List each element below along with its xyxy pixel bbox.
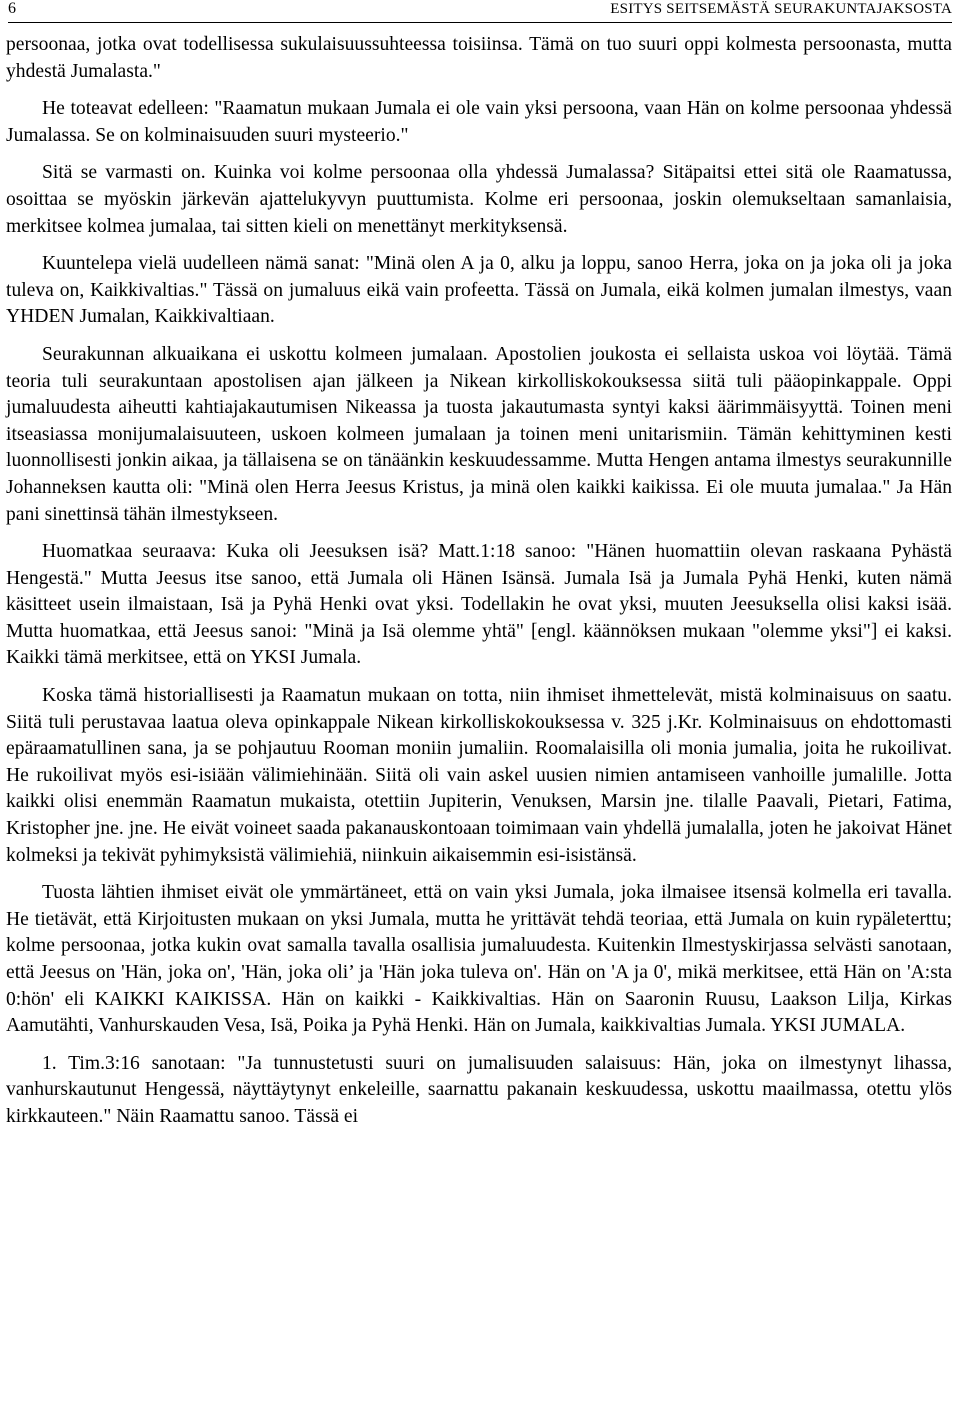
page-header: [8, 0, 952, 23]
paragraph: 1. Tim.3:16 sanotaan: "Ja tunnustetusti suuri on jumalisuuden salaisuus: Hän, joka on ilmestynyt lihassa, vanhurskautunut Hengessä, näyttäytynyt enkeleille, saarnattu pakanain keskuudessa, uskottu maailmassa, otettu ylös kirkkauteen." Näin Raamattu sanoo. Tässä ei: [6, 1052, 952, 1127]
paragraph: He toteavat edelleen: "Raamatun mukaan Jumala ei ole vain yksi persoona, vaan Hän on kolme persoonaa yhdessä Jumalassa. Se on kolminaisuuden suuri mysteerio.": [6, 98, 952, 146]
paragraph: Seurakunnan alkuaikana ei uskottu kolmeen jumalaan. Apostolien joukosta ei sellaista uskoa voi löytää. Tämä teoria tuli seurakuntaan apostolisen ajan jälkeen ja Nikean kirkolliskokouksessa siitä tuli pääopinkappale. Oppi jumaluudesta aiheutti kahtiajakautumisen Nikeassa ja tuosta jakautumasta syntyi kaksi äärimmäisyyttä. Toinen meni itseasiassa monijumalaisuuteen, uskoen kolmeen jumalaan ja toinen meni unitarismiin. Tämän kehittyminen kesti luonnollisesti jonkin aikaa, ja tällaisena se on tänäänkin keskuudessamme. Mutta Hengen antama ilmestys seurakunnille Johanneksen kautta oli: "Minä olen Herra Jeesus Kristus, ja minä olen kaikki kaikissa. Ei ole muuta jumalaa." Ja Hän pani sinettinsä tähän ilmestykseen.: [6, 343, 952, 525]
paragraph: Huomatkaa seuraava: Kuka oli Jeesuksen isä? Matt.1:18 sanoo: "Hänen huomattiin olevan raskaana Pyhästä Hengestä." Mutta Jeesus itse sanoo, että Jumala oli Hänen Isänsä. Jumala Isä ja Jumala Pyhä Henki, kuten nämä käsitteet usein ilmaistaan, Isä ja Pyhä Henki ovat yksi. Todellakin he ovat yksi, muuten Jeesuksella olisi kaksi isää. Mutta huomatkaa, että Jeesus sanoi: "Minä ja Isä olemme yhtä" [engl. käännöksen mukaan "olemme yksi"] ei kaksi. Kaikki tämä merkitsee, että on YKSI Jumala.: [6, 541, 952, 669]
page-number: 6: [8, 0, 16, 17]
paragraph: Tuosta lähtien ihmiset eivät ole ymmärtäneet, että on vain yksi Jumala, joka ilmaisee itsensä kolmella eri tavalla. He tietävät, että Kirjoitusten mukaan on yksi Jumala, mutta he yrittävät tehdä teoriaa, että Jumala on kuin rypäleterttu; kolme persoonaa, jotka kukin ovat samalla tavalla osallisia jumaluudesta. Kuitenkin Ilmestyskirjassa selvästi sanotaan, että Jeesus on 'Hän, joka on', 'Hän, joka oli’ ja 'Hän joka tuleva on'. Hän on 'A ja 0', mikä merkitsee, että Hän on 'A:sta 0:hön' eli KAIKKI KAIKISSA. Hän on kaikki - Kaikkivaltias. Hän on Saaronin Ruusu, Laakson Lilja, Kirkas Aamutähti, Vanhurskauden Vesa, Isä, Poika ja Pyhä Henki. Hän on Jumala, kaikkivaltias Jumala. YKSI JUMALA.: [6, 882, 952, 1037]
paragraph: Koska tämä historiallisesti ja Raamatun mukaan on totta, niin ihmiset ihmettelevät, mistä kolminaisuus on saatu. Siitä tuli perustavaa laatua oleva opinkappale Nikean kirkolliskokouksessa v. 325 j.Kr. Kolminaisuus on ehdottomasti epäraamatullinen sana, ja se pohjautuu Rooman moniin jumaliin. Roomalaisilla oli monia jumalia, joita he rukoilivat. He rukoilivat myös esi-isiään välimiehinään. Siitä oli vain askel uusien nimien antamiseen vanhoille jumalille. Jotta kaikki olisi enemmän Raamatun mukaista, otettiin Jupiterin, Venuksen, Marsin jne. tilalle Paavali, Pietari, Fatima, Kristopher jne. jne. He eivät voineet saada pakanauskontoaan toimimaan vain yhdellä jumalalla, joten he jakoivat Hänet kolmeksi ja tekivät pyhimyksistä välimiehiä, niinkuin aikaisemmin esi-isistänsä.: [6, 685, 952, 866]
body-text: [6, 32, 952, 1131]
paragraph: persoonaa, jotka ovat todellisessa sukulaisuussuhteessa toisiinsa. Tämä on tuo suuri oppi kolmesta persoonasta, mutta yhdestä Jumalasta.": [6, 34, 952, 82]
paragraph: Sitä se varmasti on. Kuinka voi kolme persoonaa olla yhdessä Jumalassa? Sitäpaitsi ettei sitä ole Raamatussa, osoittaa se myöskin järkevän ajattelukyvyn puuttumista. Kolme eri persoonaa, joskin olemukseltaan samanlaisia, merkitsee kolmea jumalaa, tai sitten kieli on menettänyt merkityksensä.: [6, 162, 952, 237]
running-title: ESITYS SEITSEMÄSTÄ SEURAKUNTAJAKSOSTA: [610, 1, 952, 17]
paragraph: Kuuntelepa vielä uudelleen nämä sanat: "Minä olen A ja 0, alku ja loppu, sanoo Herra, joka on ja joka oli ja joka tuleva on, Kaikkivaltias." Tässä on jumaluus eikä vain profeetta. Tässä on Jumala, eikä kolmen jumalan ilmestys, vaan YHDEN Jumalan, Kaikkivaltiaan.: [6, 253, 952, 328]
